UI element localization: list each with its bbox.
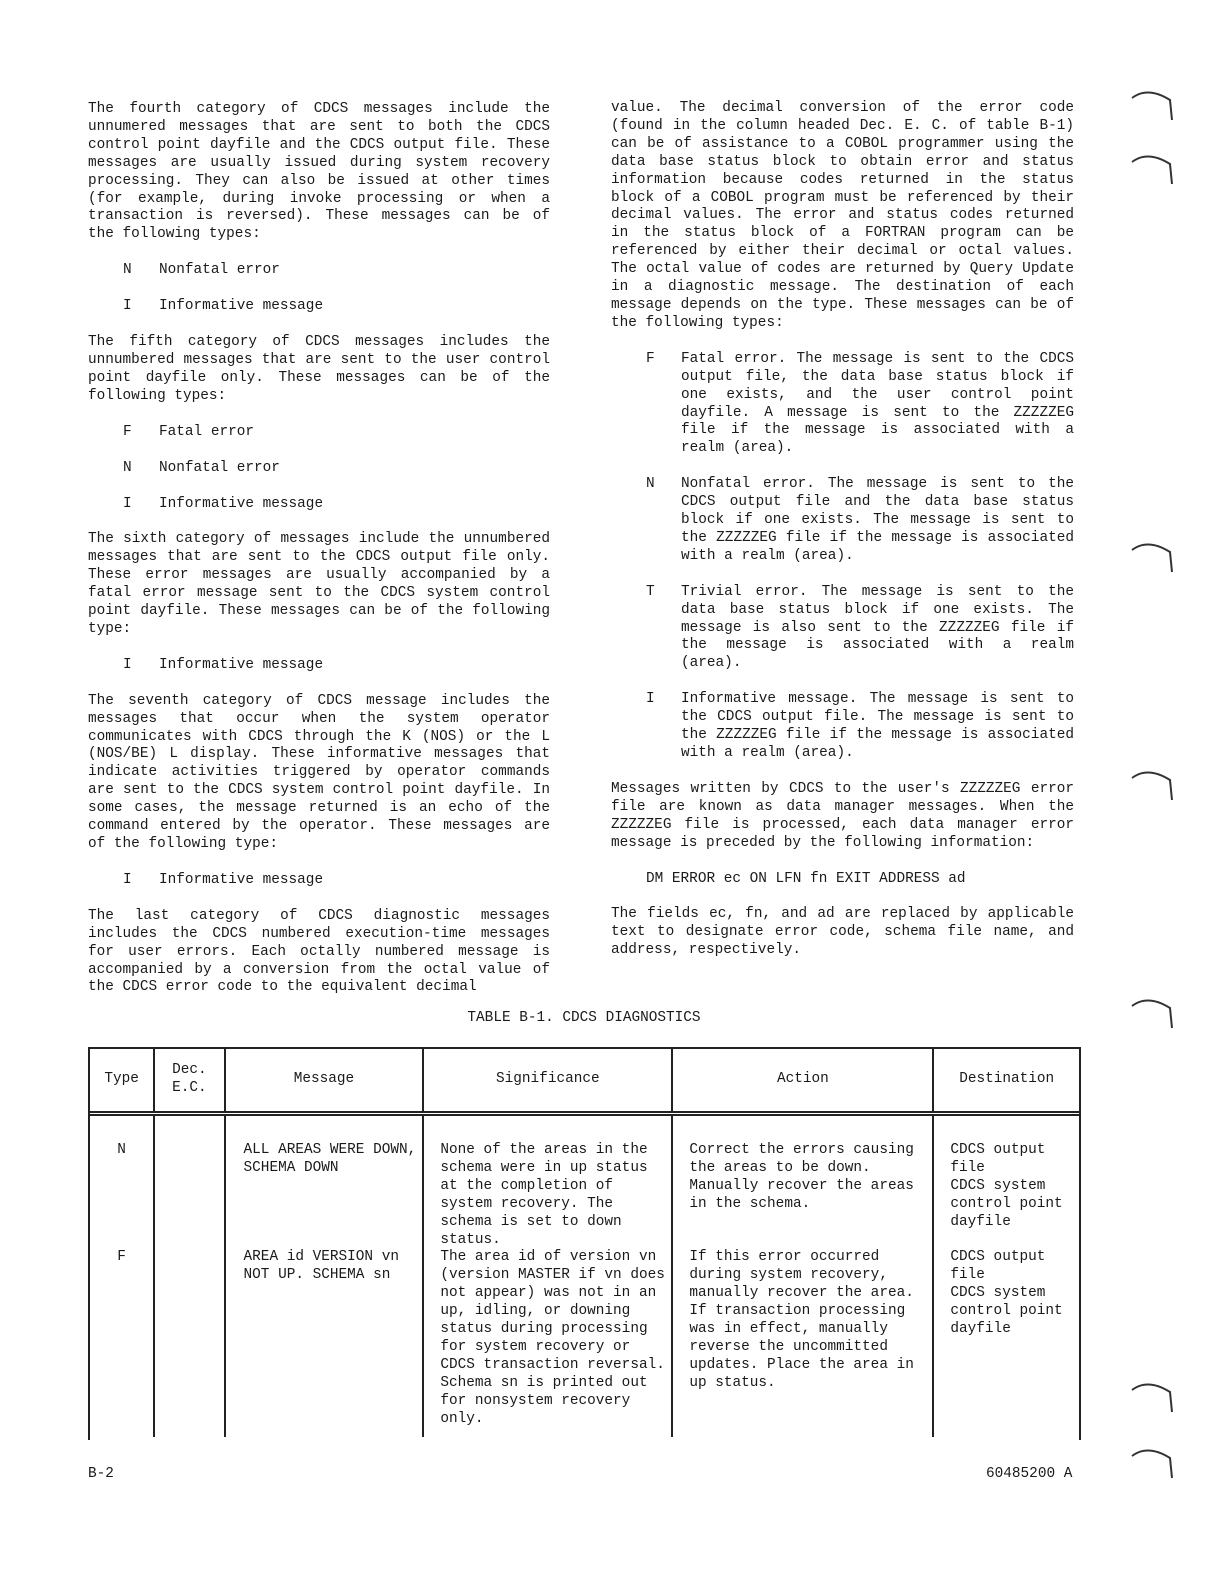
header-dec-ec: Dec. E.C. [154,1049,224,1114]
cell-dec-ec [154,1114,224,1250]
type-code: N [646,476,655,493]
binder-tab-mark [1130,150,1174,186]
left-paragraph-4: The seventh category of CDCS message includes the messages that occur when the system operator communicates with CDCS through the K (NOS) or the L (NOS/BE) L display. These informative messages that indicate activities triggered by operator commands are sent to the CDCS system control point dayfile. In some cases, the message returned is an echo of the command entered by the operator. These messages are of the following type: [88,692,550,852]
cell-destination: CDCS output file CDCS system control point dayfile [933,1114,1079,1250]
list-item [88,424,550,442]
type-description: Informative message. The message is sent to the CDCS output file. The message is sent to the ZZZZZEG file if the message is associated with a realm (area). [681,691,1074,761]
binder-tab-mark [1130,86,1174,122]
cell-message: AREA id VERSION vn NOT UP. SCHEMA sn [225,1249,424,1437]
type-code: N [123,262,132,279]
type-code: F [123,423,132,440]
cell-dec-ec [154,1249,224,1437]
table-caption: TABLE B-1. CDCS DIAGNOSTICS [467,1010,701,1026]
type-code: I [123,495,132,512]
binder-tab-mark [1130,538,1174,574]
type-description: Nonfatal error. The message is sent to the CDCS output file and the data base status block if one exists. The message is sent to the ZZZZZEG file if the message is associated with a realm (area). [681,476,1074,564]
cell-action: If this error occurred during system recovery, manually recover the area. If transaction processing was in effect, manually reverse the uncommitted updates. Place the area in up status. [672,1249,933,1437]
type-label: Informative message [159,871,324,888]
header-type: Type [90,1049,154,1114]
left-paragraph-3: The sixth category of messages include the unnumbered messages that are sent to the CDCS output file only. These error messages are usually accompanied by a fatal error message sent to the CDCS system control point dayfile. These messages can be of the following type: [88,531,550,637]
list-item [88,872,550,890]
header-action: Action [672,1049,933,1114]
right-paragraph-1: value. The decimal conversion of the error code (found in the column headed Dec. E. C. of table B-1) can be of assistance to a COBOL programmer using the data base status block to obtain error and status information because codes returned in the status block of a COBOL program must be referenced by their decimal values. The error and status codes returned in the status block of a FORTRAN program can be referenced by either their decimal or octal values. The octal value of codes are returned by Query Update in a diagnostic message. The destination of each message depends on the type. These messages can be of the following types: [611,100,1074,331]
type-code: N [123,459,132,476]
format-line: DM ERROR ec ON LFN fn EXIT ADDRESS ad [646,870,966,887]
list-item [88,460,550,478]
type-label: Informative message [159,298,324,315]
type-code: I [123,298,132,315]
type-label: Nonfatal error [159,459,280,476]
binder-tab-mark [1130,994,1174,1030]
type-label: Informative message [159,495,324,512]
cell-significance: None of the areas in the schema were in up status at the completion of system recovery. The schema is set to down status. [423,1114,672,1250]
table-row [90,1114,1079,1250]
header-destination: Destination [933,1049,1079,1114]
cell-action: Correct the errors causing the areas to be down. Manually recover the areas in the schema. [672,1114,933,1250]
binder-tab-mark [1130,1444,1174,1480]
left-paragraph-5: The last category of CDCS diagnostic messages includes the CDCS numbered execution-time messages for user errors. Each octally numbered message is accompanied by a conversion from the octal value of the CDCS error code to the equivalent decimal [88,907,550,996]
binder-tab-mark [1130,766,1174,802]
right-column [611,100,1074,960]
header-significance: Significance [423,1049,672,1114]
list-item [611,351,1074,458]
page-number: B-2 [88,1466,114,1482]
binder-tab-mark [1130,1378,1174,1414]
table-header-row [90,1049,1079,1114]
left-paragraph-1: The fourth category of CDCS messages include the unnumered messages that are sent to both the CDCS control point dayfile and the CDCS output file. These messages are usually issued during system recovery processing. They can also be issued at other times (for example, during invoke processing or when a transaction is reversed). These messages can be of the following types: [88,101,550,243]
type-description: Trivial error. The message is sent to the data base status block if one exists. The message is also sent to the ZZZZZEG file if the message is associated with a realm (area). [681,583,1074,672]
type-label: Informative message [159,656,324,673]
cell-significance: The area id of version vn (version MASTER if vn does not appear) was not in an up, idling, or downing status during processing for system recovery or CDCS transaction reversal. Schema sn is printed out for nonsystem recovery only. [423,1249,672,1437]
cell-message: ALL AREAS WERE DOWN, SCHEMA DOWN [225,1114,424,1250]
type-code: T [646,583,655,600]
document-number: 60485200 A [986,1466,1073,1482]
header-message: Message [225,1049,424,1114]
right-paragraph-2: Messages written by CDCS to the user's ZZZZZEG error file are known as data manager messages. When the ZZZZZEG file is processed, each data manager error message is preceded by the following information: [611,780,1074,851]
diagnostics-table [88,1047,1081,1440]
type-code: I [123,871,132,888]
type-code: F [646,350,655,367]
left-column [88,101,550,997]
type-code: I [646,691,655,708]
list-item [88,298,550,316]
list-item [88,262,550,280]
list-item [611,584,1074,674]
type-code: I [123,656,132,673]
list-item [88,496,550,514]
type-description: Fatal error. The message is sent to the CDCS output file, the data base status block if one exists, and the user control point dayfile. A message is sent to the ZZZZZEG file if the message is associated with a realm (area). [681,350,1074,457]
right-paragraph-3: The fields ec, fn, and ad are replaced by applicable text to designate error code, schema file name, and address, respectively. [611,906,1074,959]
type-label: Fatal error [159,423,254,440]
list-item [611,476,1074,566]
list-item [611,691,1074,763]
left-paragraph-2: The fifth category of CDCS messages includes the unnumbered messages that are sent to the user control point dayfile only. These messages can be of the following types: [88,334,550,404]
cell-type: N [117,1142,126,1158]
cell-destination: CDCS output file CDCS system control point dayfile [933,1249,1079,1437]
list-item [88,657,550,675]
cell-type: F [117,1249,126,1266]
table-row [90,1249,1079,1437]
type-label: Nonfatal error [159,262,280,279]
